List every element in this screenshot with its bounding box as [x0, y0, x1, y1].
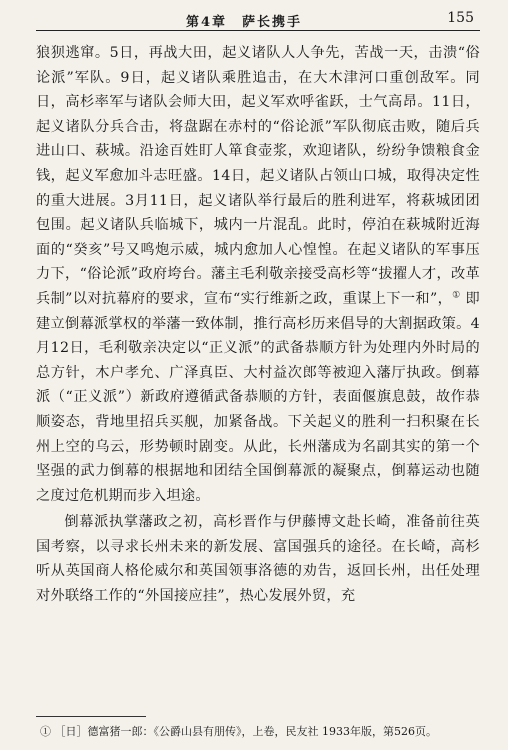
running-header: [36, 8, 480, 31]
footnote-reference: ①: [452, 290, 461, 301]
paragraph-1-text-a: 狼狈逃窜。5日，再战大田，起义诸队人人争先，苦战一天，击溃“俗论派”军队。9日，起义诸队乘胜追击，在大木津河口重创敌军。同日，高杉率军与诸队会师大田，起义军欢呼雀跃，士气高昂。11日，起义诸队分兵合击，将盘踞在赤村的“俗论派”军队彻底击败，随后兵进山口、萩城。沿途百姓盯人箪食壶浆，欢迎诸队，纷纷争馈粮食金钱，起义军愈加斗志旺盛。14日，起义诸队占领山口城，取得决定性的重大进展。3月11日，起义诸队举行最后的胜利进军，将萩城团团包围。起义诸队兵临城下，城内一片混乱。此时，停泊在萩城附近海面的“癸亥”号又鸣炮示威，城内愈加人心惶惶。在起义诸队的军事压力下，“俗论派”政府垮台。藩主毛利敬亲接受高杉等“拔擢人才，改革兵制”以对抗幕府的要求，宣布“实行维新之政，重谋上下一和”，: [36, 45, 480, 307]
paragraph-1-text-b: 即建立倒幕派掌权的举藩一致体制，推行高杉历来倡导的大割据政策。4月12日，毛利敬亲决定以“正义派”的武备恭顺方针为处理内外时局的总方针，木户孝允、广泽真臣、大村益次郎等被迎入藩厅执政。倒幕派（“正义派”）新政府遵循武备恭顺的方针，表面偃旗息鼓，故作恭顺姿态，背地里招兵买舰，加紧备战。下关起义的胜利一扫积聚在长州上空的乌云，形势顿时剧变。从此，长州藩成为名副其实的第一个坚强的武力倒幕的根据地和团结全国倒幕派的凝聚点，倒幕运动也随之度过危机期而步入坦途。: [36, 290, 480, 504]
paragraph-1: [36, 41, 480, 508]
chapter-title: 第4章 萨长携手: [186, 15, 303, 30]
paragraph-2: 倒幕派执掌藩政之初，高杉晋作与伊藤博文赴长崎，准备前往英国考察，以寻求长州未来的新发展、富国强兵的途径。在长崎，高杉听从英国商人格伦威尔和英国领事洛德的劝告，返回长州，出任处理对外联络工作的“外国接应挂”，热心发展外贸，充: [36, 514, 480, 605]
page-number: 155: [447, 10, 474, 26]
footnote-divider: [36, 716, 146, 717]
footnote: ① ［日］德富猪一郎：《公爵山县有朋传》，上卷，民友社 1933年版，第526页。: [40, 725, 437, 738]
body-text: [36, 41, 480, 609]
